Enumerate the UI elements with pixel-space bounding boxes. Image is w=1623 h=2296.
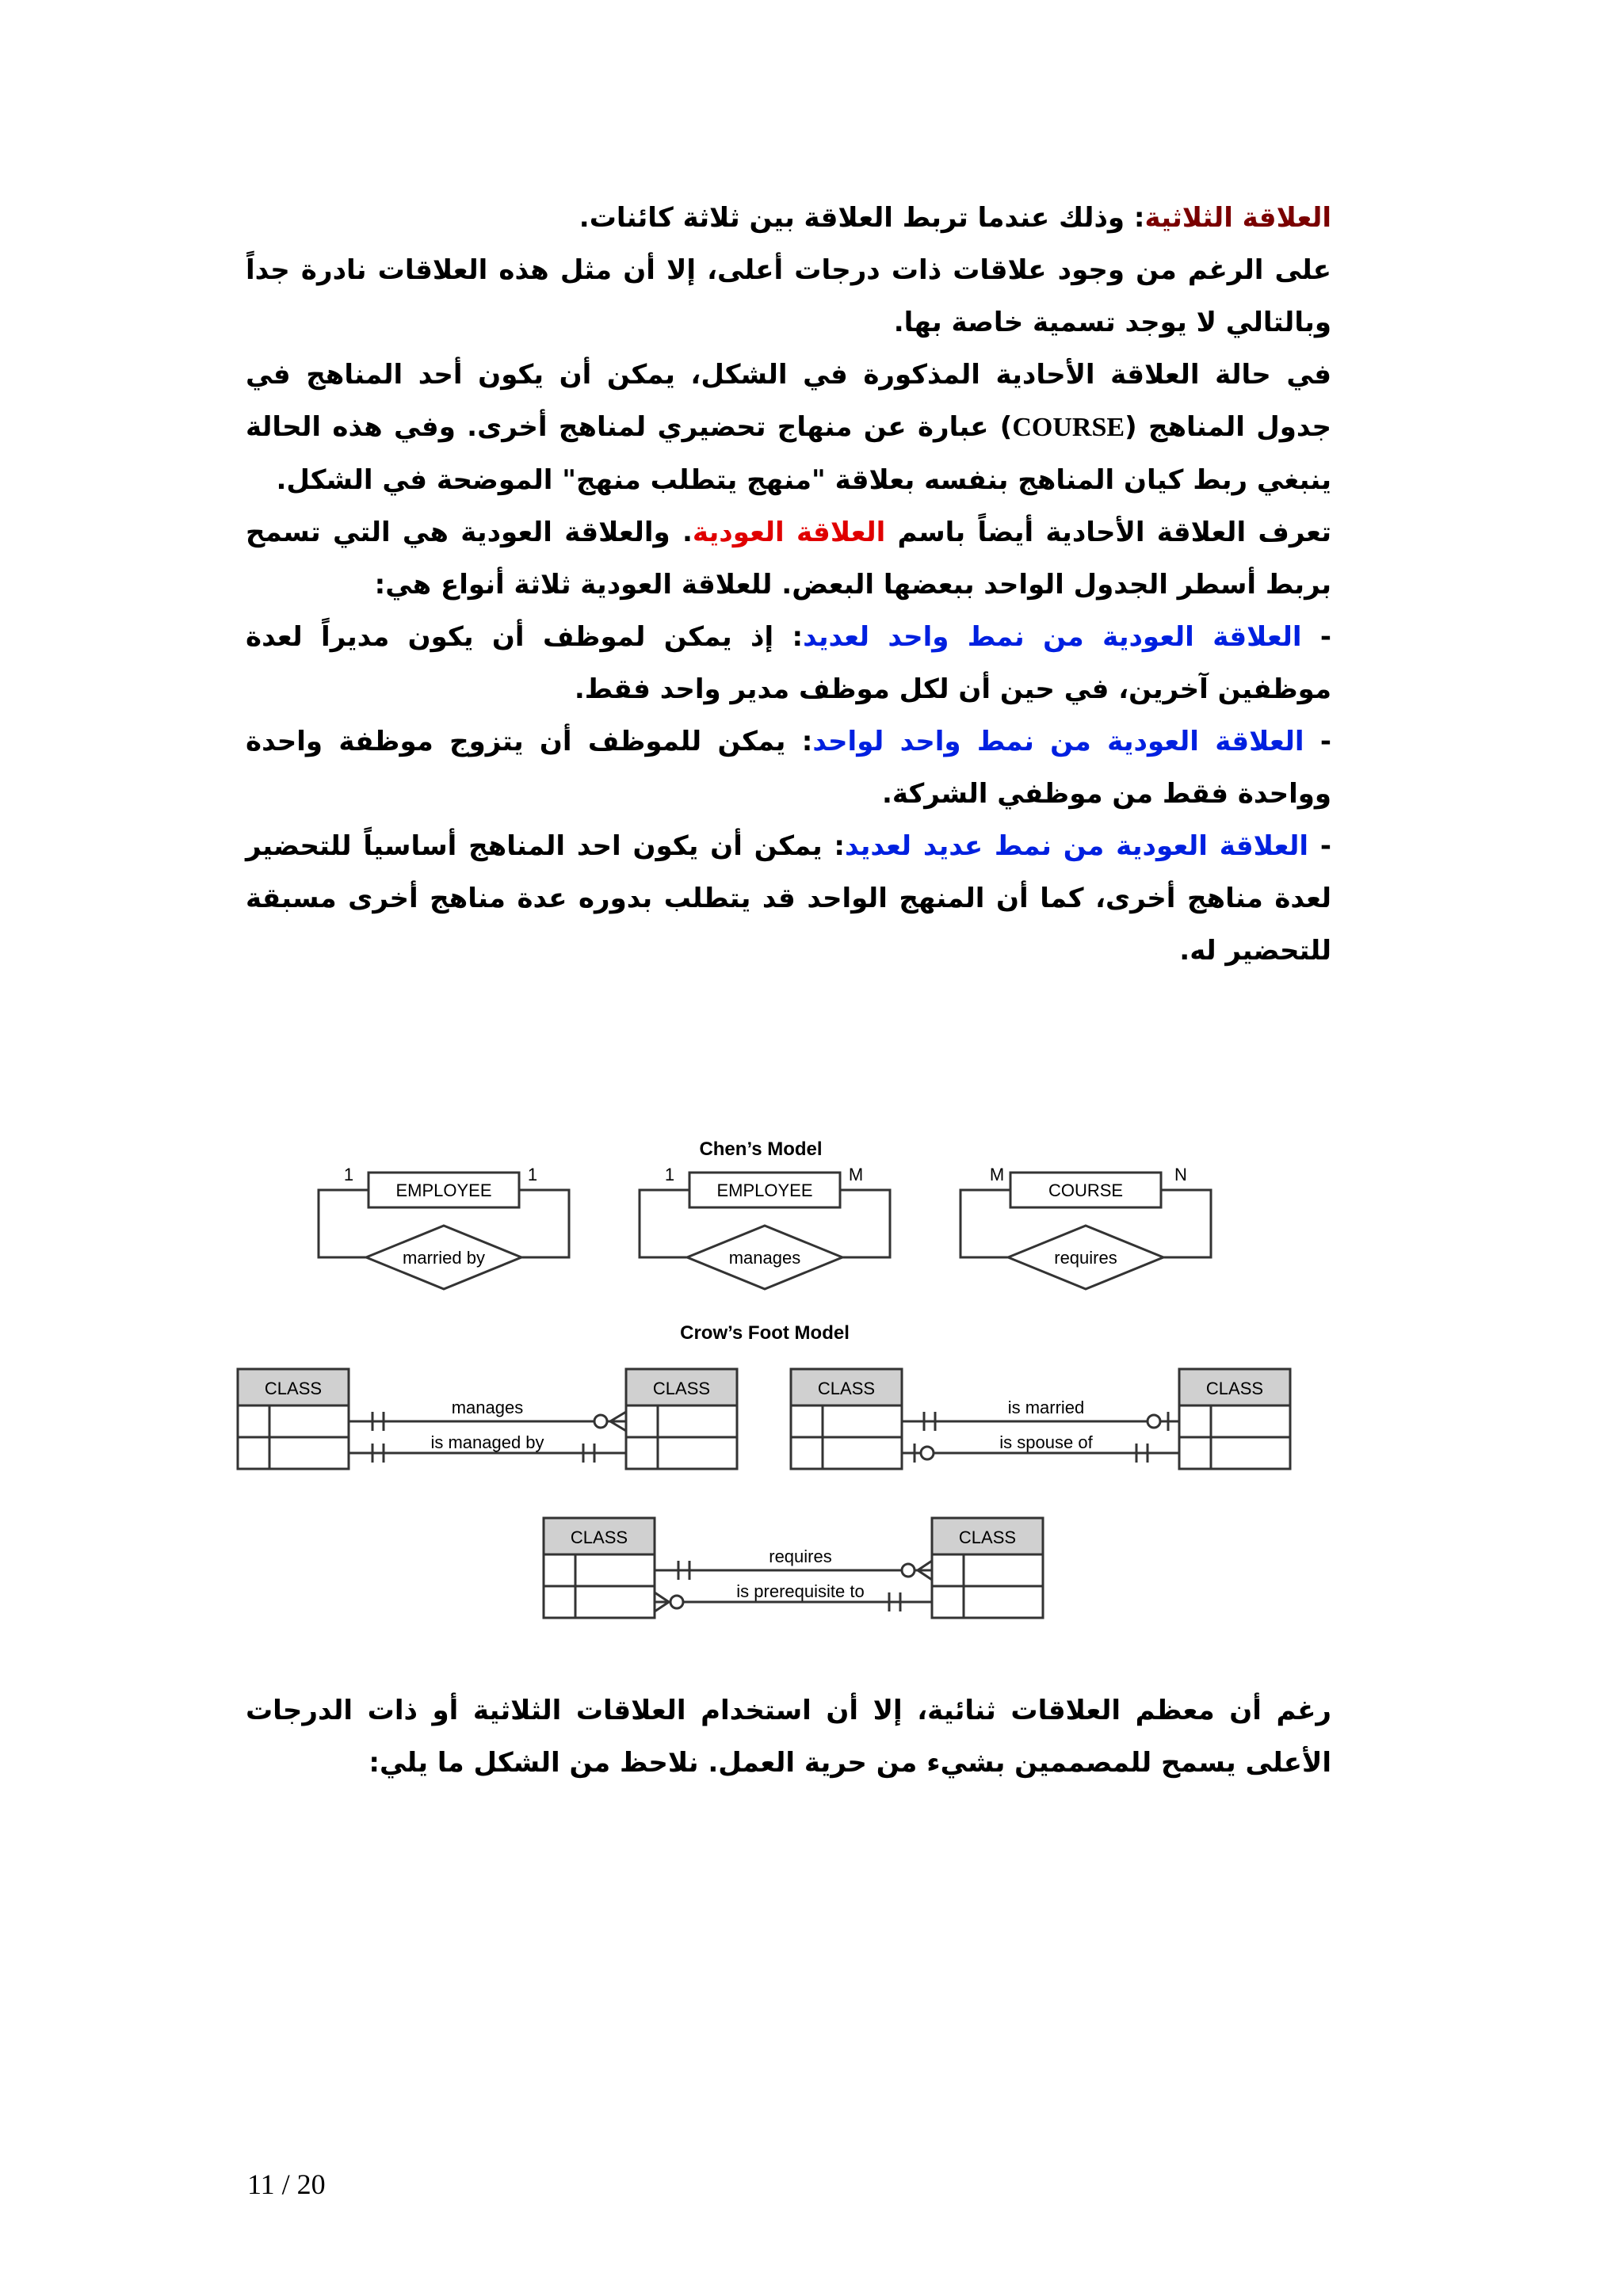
chen-cardinality: 1 [527,1165,538,1184]
class-header-label: CLASS [264,1379,323,1398]
bullet-term: العلاقة العودية من نمط عديد لعديد [845,830,1309,862]
chen-cardinality: 1 [664,1165,675,1184]
ternary-paragraph [246,192,1331,244]
bullet-dash: - [1308,830,1331,862]
chen-relationship-label: manages [728,1248,801,1268]
chen-cardinality: M [848,1165,864,1184]
class-header-label: CLASS [958,1527,1017,1547]
unary-paragraph [246,349,1331,506]
unary-text-part2: ) عبارة عن منهاج تحضيري لمناهج أخرى. وفي هذه الحالة ينبغي ربط كيان المناهج بنفسه بعلاقة "منهج يتطلب منهج" الموضحة في الشكل. [246,411,1331,496]
recursive-paragraph [246,506,1331,611]
unary-text-part1: في حالة العلاقة الأحادية المذكورة في الشكل، يمكن أن يكون أحد المناهج في جدول المناهج ( [246,359,1331,443]
ternary-term: العلاقة الثلاثية [1144,202,1331,234]
crow-relation-label: is managed by [430,1432,544,1452]
er-diagram-figure [230,1133,1300,1632]
intro-text [246,192,1331,977]
chen-cardinality: M [989,1165,1005,1184]
bullet-term: العلاقة العودية من نمط واحد لواحد [812,726,1304,757]
crow-title: Crow’s Foot Model [680,1322,850,1344]
class-header-label: CLASS [817,1379,876,1398]
chen-title: Chen’s Model [699,1138,823,1160]
er-diagram [230,1133,1300,1632]
page-number: 11 / 20 [247,2168,326,2200]
chen-cardinality: 1 [343,1165,354,1184]
crow-relation-label: is married [1007,1398,1085,1417]
class-header-label: CLASS [570,1527,628,1547]
chen-relationship-label: requires [1054,1248,1117,1268]
recursive-term: العلاقة العودية [692,517,886,548]
class-header-label: CLASS [652,1379,711,1398]
crow-relation-label: manages [451,1398,524,1417]
crow-relation-label: requires [769,1547,832,1566]
bullet-dash: - [1301,621,1331,653]
course-term: COURSE [1012,413,1125,442]
chen-entity-label: COURSE [1048,1180,1124,1200]
recursive-text-part2: . والعلاقة العودية هي التي تسمح بربط أسطر الجدول الواحد ببعضها البعض. للعلاقة العودية ثلاثة أنواع هي: [246,517,1331,601]
bullet-text: : يمكن للموظف أن يتزوج موظفة واحدة وواحدة فقط من موظفي الشركة. [246,726,1331,810]
bullet-text: : إذ يمكن لموظف أن يكون مديراً لعدة موظفين آخرين، في حين أن لكل موظف مدير واحد فقط. [246,621,1331,705]
crow-relation-label: is prerequisite to [736,1581,865,1601]
recursive-text-part1: تعرف العلاقة الأحادية أيضاً باسم [885,517,1331,548]
chen-relationship-label: married by [403,1248,485,1268]
bullet-text: : يمكن أن يكون احد المناهج أساسياً للتحضير لعدة مناهج أخرى، كما أن المنهج الواحد قد يتطلب بدوره عدة مناهج أخرى مسبقة للتحضير له. [246,830,1331,967]
chen-entity-label: EMPLOYEE [395,1180,492,1200]
higher-degree-paragraph: على الرغم من وجود علاقات ذات درجات أعلى، إلا أن مثل هذه العلاقات نادرة جداً وبالتالي لا يوجد تسمية خاصة بها. [246,254,1331,338]
crow-relation-label: is spouse of [999,1432,1093,1452]
chen-cardinality: N [1174,1165,1187,1184]
bullet-one-to-one [246,715,1331,820]
class-header-label: CLASS [1205,1379,1264,1398]
closing-paragraph: رغم أن معظم العلاقات ثنائية، إلا أن استخدام العلاقات الثلاثية أو ذات الدرجات الأعلى يسمح للمصممين بشيء من حرية العمل. نلاحظ من الشكل ما يلي: [246,1695,1331,1779]
bullet-term: العلاقة العودية من نمط واحد لعديد [803,621,1302,653]
bullet-one-to-many [246,611,1331,715]
chen-entity-label: EMPLOYEE [716,1180,813,1200]
ternary-definition: : وذلك عندما تربط العلاقة بين ثلاثة كائنات. [579,202,1145,234]
bullet-many-to-many [246,820,1331,977]
bullet-dash: - [1304,726,1332,757]
closing-text [246,1684,1331,1789]
